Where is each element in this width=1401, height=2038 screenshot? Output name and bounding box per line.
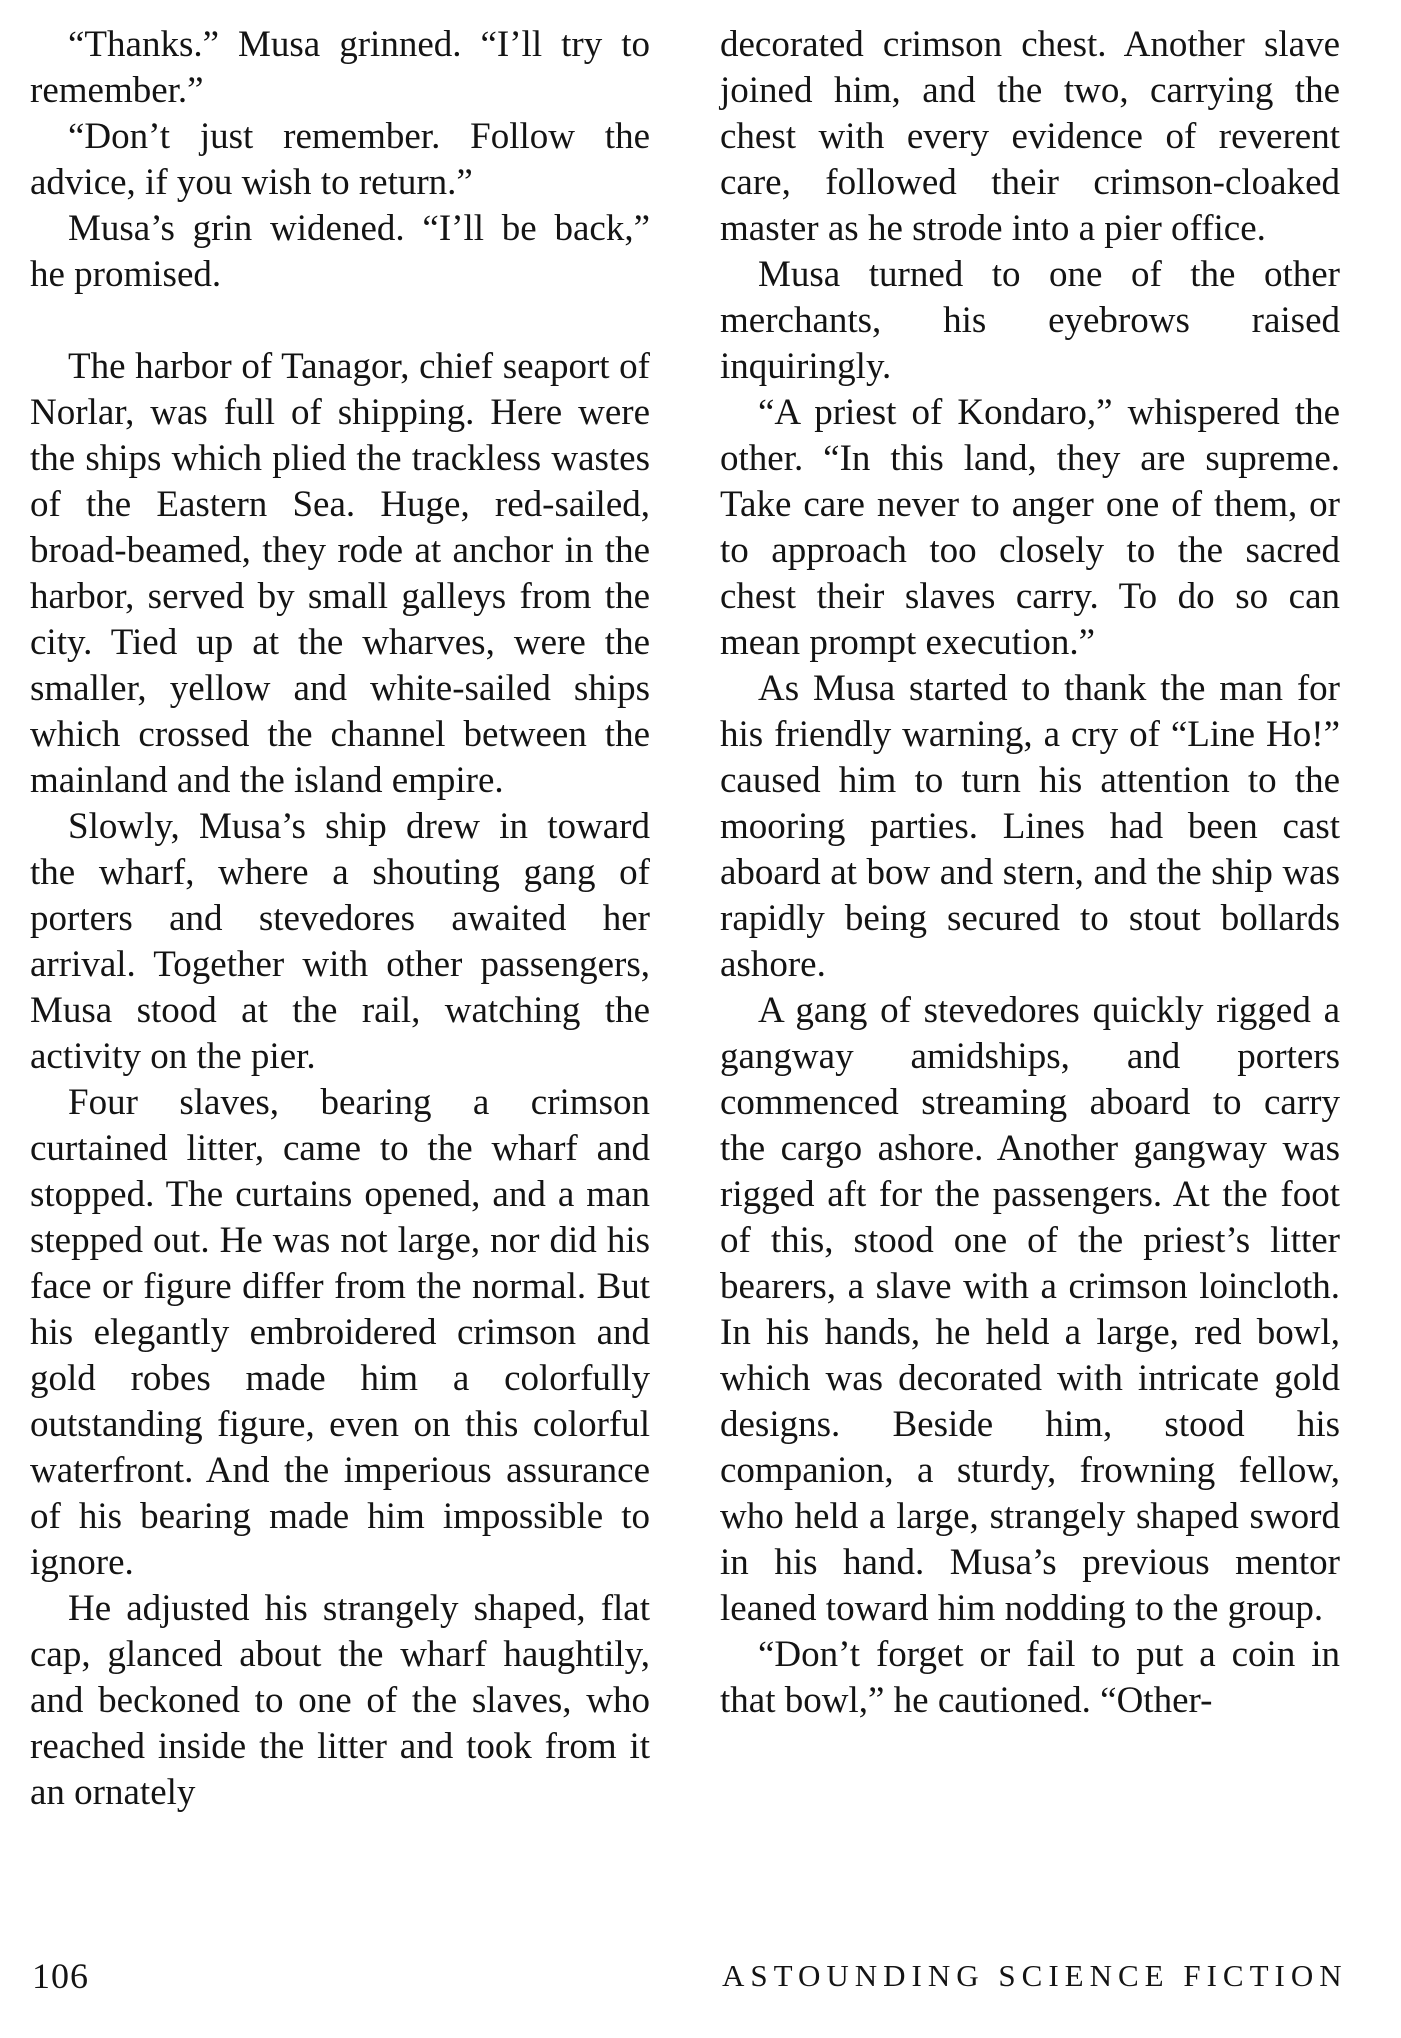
left-text-column bbox=[30, 22, 650, 1816]
paragraph: decorated crimson chest. Another slave joined him, and the two, carrying the chest with every evidence of reverent care, followed their crimson-cloaked master as he strode into a pier office. bbox=[720, 24, 1340, 249]
paragraph: “Don’t just remember. Follow the advice, if you wish to return.” bbox=[30, 116, 650, 203]
paragraph: Musa turned to one of the other merchants, his eyebrows raised inquiringly. bbox=[720, 254, 1340, 387]
paragraph: As Musa started to thank the man for his friendly warning, a cry of “Line Ho!” caused him to turn his attention to the mooring parties. Lines had been cast aboard at bow and stern, and the ship was rapidly being secured to stout bollards ashore. bbox=[720, 668, 1340, 985]
paragraph: Slowly, Musa’s ship drew in toward the wharf, where a shouting gang of porters and stevedores awaited her arrival. Together with other passengers, Musa stood at the rail, watching the activity on the pier. bbox=[30, 806, 650, 1077]
paragraph: Four slaves, bearing a crimson curtained litter, came to the wharf and stopped. The curtains opened, and a man stepped out. He was not large, nor did his face or figure differ from the normal. But his elegantly embroidered crimson and gold robes made him a colorfully outstanding figure, even on this colorful waterfront. And the imperious assurance of his bearing made him impossible to ignore. bbox=[30, 1082, 650, 1583]
page-number: 106 bbox=[32, 1956, 89, 1996]
right-text-column bbox=[720, 22, 1340, 1724]
paragraph: The harbor of Tanagor, chief seaport of Norlar, was full of shipping. Here were the ships which plied the trackless wastes of the Eastern Sea. Huge, red-sailed, broad-beamed, they rode at anchor in the harbor, served by small galleys from the city. Tied up at the wharves, were the smaller, yellow and white-sailed ships which crossed the channel between the mainland and the island empire. bbox=[30, 346, 650, 801]
paragraph: “Thanks.” Musa grinned. “I’ll try to remember.” bbox=[30, 24, 650, 111]
paragraph: A gang of stevedores quickly rigged a gangway amidships, and porters commenced streaming aboard to carry the cargo ashore. Another gangway was rigged aft for the passengers. At the foot of this, stood one of the priest’s litter bearers, a slave with a crimson loincloth. In his hands, he held a large, red bowl, which was decorated with intricate gold designs. Beside him, stood his companion, a sturdy, frowning fellow, who held a large, strangely shaped sword in his hand. Musa’s previous mentor leaned toward him nodding to the group. bbox=[720, 990, 1340, 1629]
paragraph: “Don’t forget or fail to put a coin in that bowl,” he cautioned. “Other- bbox=[720, 1634, 1340, 1721]
paragraph: He adjusted his strangely shaped, flat cap, glanced about the wharf haughtily, and beckoned to one of the slaves, who reached inside the litter and took from it an ornately bbox=[30, 1588, 650, 1813]
running-footer-title: ASTOUNDING SCIENCE FICTION bbox=[722, 1958, 1348, 1993]
paragraph: Musa’s grin widened. “I’ll be back,” he promised. bbox=[30, 208, 650, 295]
paragraph: “A priest of Kondaro,” whispered the other. “In this land, they are supreme. Take care never to anger one of them, or to approach too closely to the sacred chest their slaves carry. To do so can mean prompt execution.” bbox=[720, 392, 1340, 663]
